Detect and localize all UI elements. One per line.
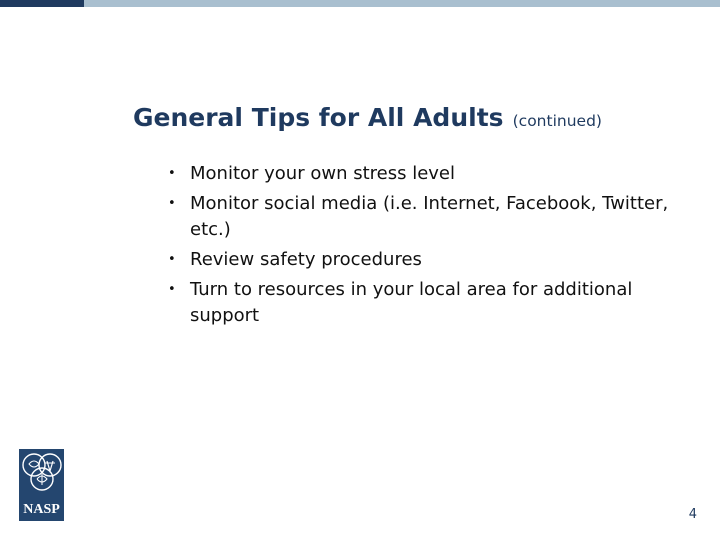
bullet-icon: • xyxy=(168,282,176,297)
logo-text: NASP xyxy=(23,502,60,517)
slide-title-suffix: (continued) xyxy=(512,112,602,130)
bullet-text: Monitor social media (i.e. Internet, Facebook, Twitter, etc.) xyxy=(190,193,669,240)
bullet-icon: • xyxy=(168,252,176,267)
bullet-icon: • xyxy=(168,166,176,181)
slide-title xyxy=(133,103,602,132)
top-accent-bar xyxy=(0,0,720,7)
nasp-logo-icon xyxy=(19,449,64,521)
top-bar-light-segment xyxy=(84,0,720,7)
bullet-item xyxy=(168,161,688,187)
bullet-text: Turn to resources in your local area for additional support xyxy=(190,279,633,326)
bullet-icon: • xyxy=(168,196,176,211)
bullet-item xyxy=(168,191,688,243)
bullet-text: Review safety procedures xyxy=(190,249,422,270)
bullet-text: Monitor your own stress level xyxy=(190,163,455,184)
nasp-logo xyxy=(19,449,64,521)
page-number: 4 xyxy=(688,507,697,522)
slide-title-main: General Tips for All Adults xyxy=(133,103,504,132)
bullet-item xyxy=(168,277,688,329)
bullet-item xyxy=(168,247,688,273)
bullet-list xyxy=(168,161,688,333)
top-bar-dark-segment xyxy=(0,0,84,7)
